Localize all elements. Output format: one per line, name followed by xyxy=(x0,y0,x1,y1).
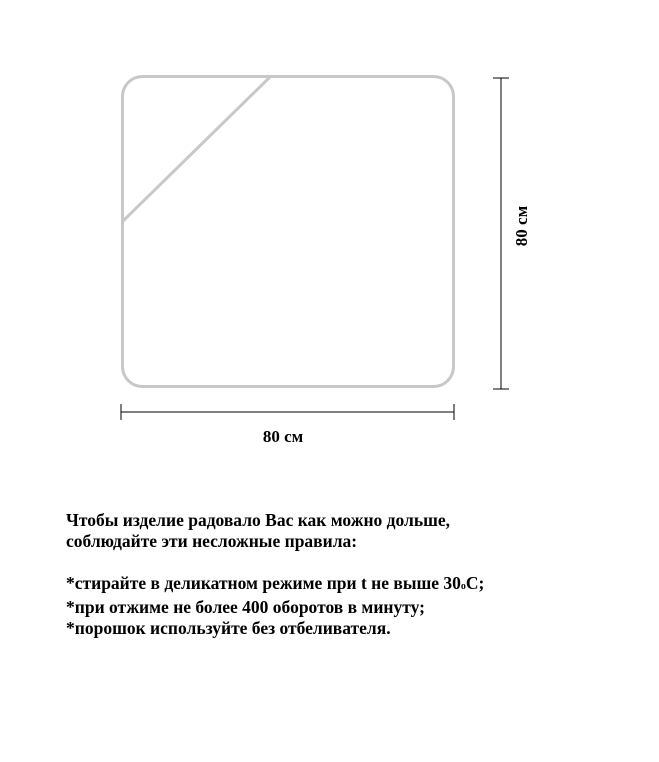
intro-line-2: соблюдайте эти несложные правила: xyxy=(66,531,358,551)
towel-outline xyxy=(123,77,454,387)
hood-corner-line xyxy=(123,77,270,221)
rule-1-unit: С; xyxy=(465,573,485,593)
intro-line-1: Чтобы изделие радовало Вас как можно дольше, xyxy=(66,510,451,530)
height-dimension xyxy=(493,78,531,389)
degree-sign: о xyxy=(460,581,466,592)
rule-no-bleach: *порошок используйте без отбеливателя. xyxy=(66,618,391,638)
width-label: 80 см xyxy=(262,427,304,446)
rule-1-text: *стирайте в деликатном режиме при t не выше 30 xyxy=(66,573,461,593)
rule-wash-temperature xyxy=(66,573,646,597)
height-label: 80 см xyxy=(512,205,531,247)
spacer xyxy=(66,552,646,573)
care-instructions xyxy=(66,510,646,639)
width-dimension xyxy=(121,404,454,446)
rule-spin-speed: *при отжиме не более 400 оборотов в минуту; xyxy=(66,597,425,617)
